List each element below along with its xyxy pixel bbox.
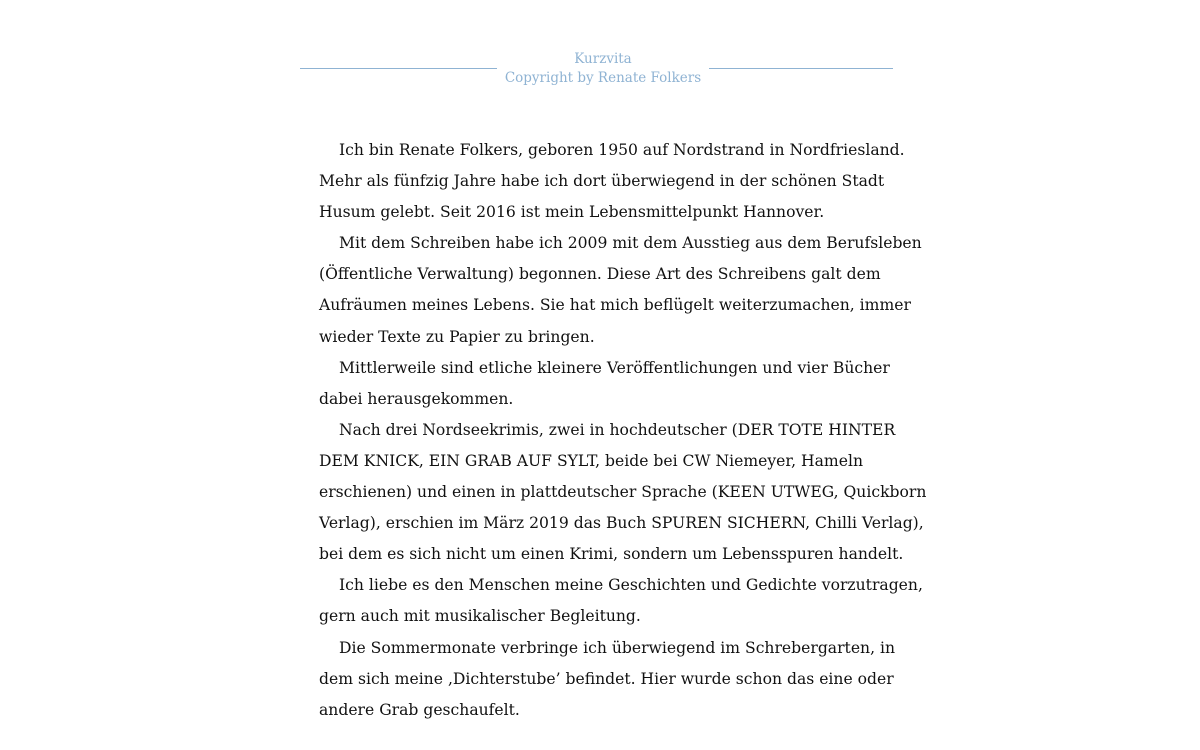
text-line: dem sich meine ‚Dichterstube’ befindet. Hier wurde schon das eine oder <box>319 669 894 688</box>
text-line: erschienen) und einen in plattdeutscher Sprache (KEEN UTWEG, Quickborn <box>319 483 927 502</box>
header-title: Kurzvita <box>574 51 632 67</box>
text-line: Mehr als fünfzig Jahre habe ich dort überwiegend in der schönen Stadt <box>319 172 885 191</box>
text-line: dabei herausgekommen. <box>319 389 514 408</box>
header-rule-right <box>709 68 893 69</box>
text-line: Mit dem Schreiben habe ich 2009 mit dem Ausstieg aus dem Berufsleben <box>339 234 922 253</box>
header-rule-left <box>300 68 497 69</box>
text-line: andere Grab geschaufelt. <box>319 700 520 719</box>
text-line: Ich bin Renate Folkers, geboren 1950 auf Nordstrand in Nordfriesland. <box>339 141 905 159</box>
text-line: Nach drei Nordseekrimis, zwei in hochdeutscher (DER TOTE HINTER <box>339 420 896 439</box>
text-line: Husum gelebt. Seit 2016 ist mein Lebensmittelpunkt Hannover. <box>319 203 825 222</box>
text-line: wieder Texte zu Papier zu bringen. <box>319 327 595 346</box>
page-header <box>300 50 894 90</box>
paragraph <box>319 570 923 632</box>
text-line: Die Sommermonate verbringe ich überwiegend im Schrebergarten, in <box>339 638 896 657</box>
paragraph <box>319 228 922 352</box>
text-line: DEM KNICK, EIN GRAB AUF SYLT, beide bei CW Niemeyer, Hameln <box>319 451 863 470</box>
paragraph <box>319 353 893 415</box>
paragraph <box>319 135 905 228</box>
paragraph <box>319 415 927 570</box>
text-line: Aufräumen meines Lebens. Sie hat mich beflügelt weiterzumachen, immer <box>319 296 911 315</box>
paragraph <box>319 633 896 726</box>
header-copyright: Copyright by Renate Folkers <box>504 70 702 86</box>
text-line: Ich liebe es den Menschen meine Geschichten und Gedichte vorzutragen, <box>339 576 923 595</box>
text-line: (Öffentliche Verwaltung) begonnen. Diese Art des Schreibens galt dem <box>319 265 881 284</box>
text-line: bei dem es sich nicht um einen Krimi, sondern um Lebensspuren handelt. <box>319 545 904 564</box>
text-line: Verlag), erschien im März 2019 das Buch SPUREN SICHERN, Chilli Verlag), <box>319 514 924 533</box>
text-line: gern auch mit musikalischer Begleitung. <box>319 607 641 626</box>
text-line: Mittlerweile sind etliche kleinere Veröffentlichungen und vier Bücher <box>339 358 890 377</box>
document-body <box>319 135 927 726</box>
header-text-block <box>497 50 709 88</box>
